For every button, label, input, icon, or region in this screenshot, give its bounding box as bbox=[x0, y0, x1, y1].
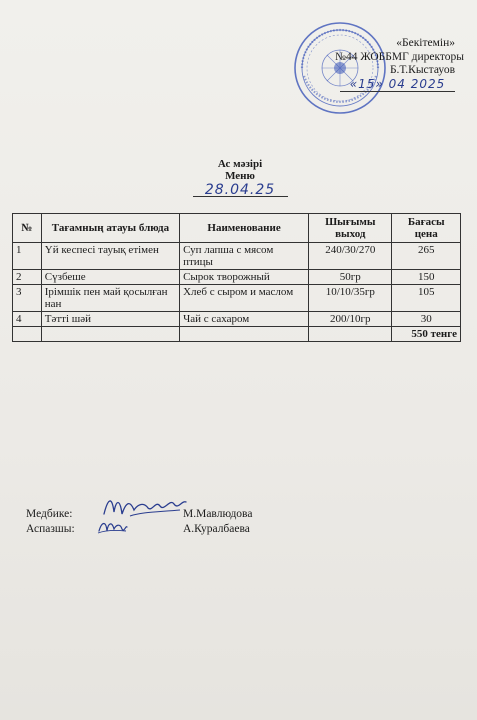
header-kazakh-name: Тағамның атауы блюда bbox=[41, 214, 179, 243]
row-russian-name: Чай с сахаром bbox=[180, 312, 309, 327]
total-empty-cell bbox=[180, 327, 309, 342]
row-number: 3 bbox=[13, 285, 42, 312]
table-row bbox=[13, 312, 461, 327]
row-russian-name: Сырок творожный bbox=[180, 270, 309, 285]
menu-title-block bbox=[150, 158, 330, 197]
row-price: 105 bbox=[392, 285, 461, 312]
cook-handwritten-signature bbox=[96, 517, 128, 537]
cook-role-label: Аспазшы: bbox=[26, 523, 75, 535]
cook-name: А.Куралбаева bbox=[183, 523, 250, 535]
row-kazakh-name: Ірімшік пен май қосылған нан bbox=[41, 285, 179, 312]
row-number: 4 bbox=[13, 312, 42, 327]
table-total-row bbox=[13, 327, 461, 342]
table-row bbox=[13, 243, 461, 270]
row-output: 240/30/270 bbox=[309, 243, 392, 270]
total-price: 550 тенге bbox=[392, 327, 461, 342]
row-russian-name: Суп лапша с мясом птицы bbox=[180, 243, 309, 270]
header-number: № bbox=[13, 214, 42, 243]
nurse-role-label: Медбике: bbox=[26, 508, 73, 520]
approval-director-name: Б.Т.Кыстауов bbox=[389, 64, 455, 76]
header-russian-name: Наименование bbox=[180, 214, 309, 243]
row-output: 200/10гр bbox=[309, 312, 392, 327]
row-number: 2 bbox=[13, 270, 42, 285]
cook-signature-row bbox=[26, 522, 326, 537]
title-kazakh: Ас мәзірі bbox=[217, 158, 263, 170]
menu-table bbox=[12, 213, 461, 342]
total-empty-cell bbox=[309, 327, 392, 342]
row-kazakh-name: Тәтті шәй bbox=[41, 312, 179, 327]
row-price: 265 bbox=[392, 243, 461, 270]
row-output: 10/10/35гр bbox=[309, 285, 392, 312]
table-row bbox=[13, 270, 461, 285]
approval-position: №44 ЖОББМГ директоры bbox=[335, 50, 465, 63]
nurse-name: М.Мавлюдова bbox=[183, 508, 253, 520]
total-empty-cell bbox=[41, 327, 179, 342]
row-kazakh-name: Үй кеспесі тауық етімен bbox=[41, 243, 179, 270]
row-number: 1 bbox=[13, 243, 42, 270]
row-russian-name: Хлеб с сыром и маслом bbox=[180, 285, 309, 312]
row-price: 150 bbox=[392, 270, 461, 285]
approval-date: «15» 04 2025 bbox=[340, 78, 455, 93]
title-russian: Меню bbox=[225, 170, 255, 182]
approval-block bbox=[335, 37, 465, 92]
row-kazakh-name: Сүзбеше bbox=[41, 270, 179, 285]
header-output: Шығымы выход bbox=[309, 214, 392, 243]
row-price: 30 bbox=[392, 312, 461, 327]
total-empty-cell bbox=[13, 327, 42, 342]
table-header-row bbox=[13, 214, 461, 243]
table-row bbox=[13, 285, 461, 312]
header-price: Бағасы цена bbox=[392, 214, 461, 243]
menu-date: 28.04.25 bbox=[193, 184, 288, 197]
approval-heading: «Бекітемін» bbox=[396, 37, 455, 49]
row-output: 50гр bbox=[309, 270, 392, 285]
